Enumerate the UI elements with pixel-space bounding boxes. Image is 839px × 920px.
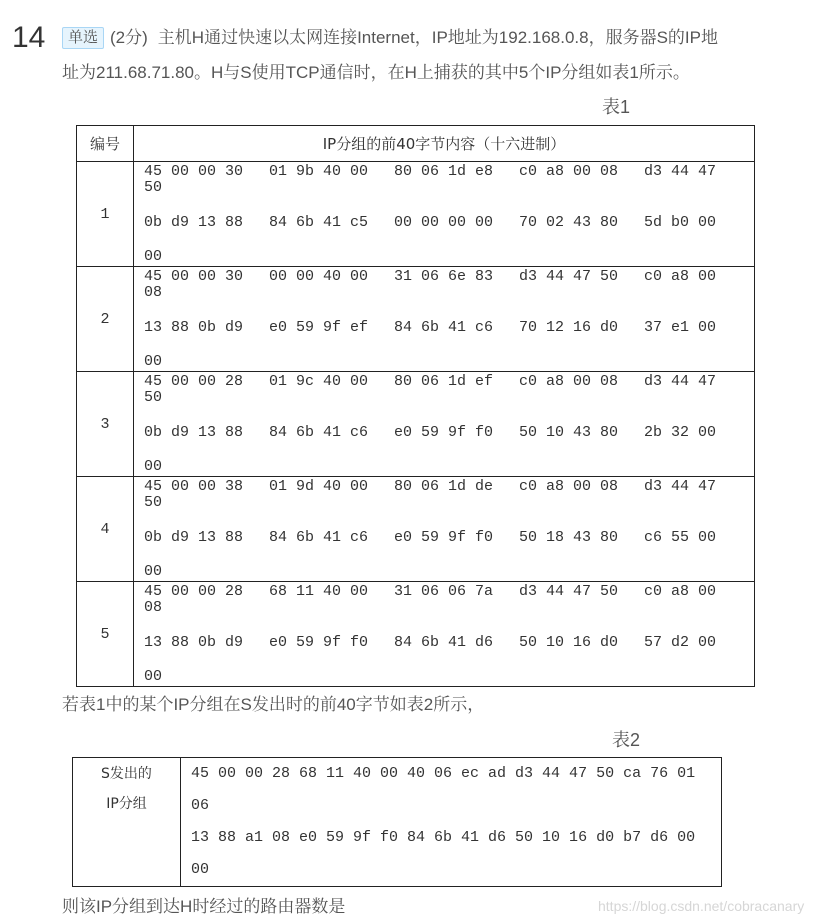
hex-group: d3 44 47 <box>644 478 717 495</box>
hex-group: 70 12 16 d0 <box>519 319 619 336</box>
question-text-line1 <box>62 26 718 50</box>
header-number: 编号 <box>77 126 134 162</box>
row-number: 2 <box>77 267 134 372</box>
hex-group: 45 00 00 28 <box>144 373 244 390</box>
hex-group: c0 a8 00 08 <box>519 373 619 390</box>
hex-group: 70 02 43 80 <box>519 214 619 231</box>
row-content <box>134 162 755 267</box>
hex-group: e0 59 9f f0 <box>394 424 494 441</box>
question-number: 14 <box>12 21 46 54</box>
hex-group: 84 6b 41 c6 <box>269 424 369 441</box>
hex-line: 45 00 00 28 68 11 40 00 40 06 ec ad d3 44 47 50 ca 76 01 <box>191 765 696 782</box>
watermark: https://blog.csdn.net/cobracanary <box>598 898 805 914</box>
row-content <box>134 372 755 477</box>
hex-wrap: 50 <box>144 494 163 511</box>
row-number: 4 <box>77 477 134 582</box>
hex-group: e0 59 9f ef <box>269 319 369 336</box>
table-row <box>77 582 755 687</box>
hex-group: d3 44 47 50 <box>519 583 619 600</box>
hex-wrap: 08 <box>144 284 163 301</box>
hex-group: 50 18 43 80 <box>519 529 619 546</box>
hex-wrap: 00 <box>144 563 163 580</box>
row-number: 3 <box>77 372 134 477</box>
table1-caption: 表1 <box>602 97 631 117</box>
table-row <box>77 267 755 372</box>
hex-group: c0 a8 00 <box>644 268 717 285</box>
hex-wrap: 00 <box>144 248 163 265</box>
hex-group: 50 10 16 d0 <box>519 634 619 651</box>
table2-intro-text: 若表1中的某个IP分组在S发出时的前40字节如表2所示， <box>62 695 485 714</box>
hex-group: e0 59 9f f0 <box>394 529 494 546</box>
hex-group: 01 9d 40 00 <box>269 478 369 495</box>
hex-group: 45 00 00 30 <box>144 163 244 180</box>
row-number: 5 <box>77 582 134 687</box>
hex-group: 80 06 1d e8 <box>394 163 494 180</box>
hex-group: 45 00 00 38 <box>144 478 244 495</box>
hex-group: c0 a8 00 08 <box>519 478 619 495</box>
table-row <box>73 758 722 887</box>
hex-line: 06 <box>191 797 210 814</box>
hex-line: 13 88 a1 08 e0 59 9f f0 84 6b 41 d6 50 10 16 d0 b7 d6 00 <box>191 829 696 846</box>
table-row <box>77 162 755 267</box>
hex-group: 84 6b 41 d6 <box>394 634 494 651</box>
hex-wrap: 00 <box>144 458 163 475</box>
hex-group: c0 a8 00 08 <box>519 163 619 180</box>
hex-group: d3 44 47 <box>644 373 717 390</box>
question-stem-line1: 主机H通过快速以太网连接Internet，IP地址为192.168.0.8，服务器S的IP地 <box>157 28 718 47</box>
table2-hex-content <box>181 758 722 887</box>
table-row <box>77 477 755 582</box>
hex-group: 13 88 0b d9 <box>144 634 244 651</box>
table2-label-line2: IP分组 <box>106 796 147 812</box>
hex-wrap: 50 <box>144 389 163 406</box>
hex-group: 80 06 1d ef <box>394 373 494 390</box>
hex-wrap: 00 <box>144 353 163 370</box>
hex-group: 01 9c 40 00 <box>269 373 369 390</box>
table2-label-line1: S发出的 <box>101 766 152 782</box>
hex-group: 00 00 00 00 <box>394 214 494 231</box>
row-content <box>134 582 755 687</box>
table1-header-row <box>77 126 755 162</box>
hex-group: 84 6b 41 c5 <box>269 214 369 231</box>
hex-group: 01 9b 40 00 <box>269 163 369 180</box>
hex-group: 37 e1 00 <box>644 319 717 336</box>
hex-group: 45 00 00 30 <box>144 268 244 285</box>
hex-group: 5d b0 00 <box>644 214 717 231</box>
hex-group: 84 6b 41 c6 <box>394 319 494 336</box>
question-score: (2分) <box>110 28 148 47</box>
hex-group: 84 6b 41 c6 <box>269 529 369 546</box>
hex-group: c6 55 00 <box>644 529 717 546</box>
hex-group: 31 06 6e 83 <box>394 268 494 285</box>
hex-group: 68 11 40 00 <box>269 583 369 600</box>
hex-group: 57 d2 00 <box>644 634 717 651</box>
hex-group: 2b 32 00 <box>644 424 717 441</box>
hex-group: 50 10 43 80 <box>519 424 619 441</box>
header-content: IP分组的前40字节内容（十六进制） <box>134 126 755 162</box>
table2 <box>72 757 722 887</box>
row-content <box>134 477 755 582</box>
hex-wrap: 00 <box>144 668 163 685</box>
hex-group: 00 00 40 00 <box>269 268 369 285</box>
hex-group: 0b d9 13 88 <box>144 214 244 231</box>
hex-group: 31 06 06 7a <box>394 583 494 600</box>
hex-line: 00 <box>191 861 210 878</box>
hex-wrap: 08 <box>144 599 163 616</box>
hex-group: d3 44 47 50 <box>519 268 619 285</box>
hex-wrap: 50 <box>144 179 163 196</box>
hex-group: e0 59 9f f0 <box>269 634 369 651</box>
table2-label <box>73 758 181 887</box>
question-final-prompt: 则该IP分组到达H时经过的路由器数是 <box>62 897 346 916</box>
hex-group: d3 44 47 <box>644 163 717 180</box>
table2-caption: 表2 <box>612 730 641 750</box>
hex-group: 13 88 0b d9 <box>144 319 244 336</box>
question-stem-line2: 址为211.68.71.80。H与S使用TCP通信时，在H上捕获的其中5个IP分组如表1所示。 <box>62 63 690 82</box>
row-content <box>134 267 755 372</box>
table-row <box>77 372 755 477</box>
table1 <box>76 125 755 687</box>
hex-group: c0 a8 00 <box>644 583 717 600</box>
hex-group: 0b d9 13 88 <box>144 424 244 441</box>
row-number: 1 <box>77 162 134 267</box>
question-type-badge: 单选 <box>62 27 104 49</box>
hex-group: 0b d9 13 88 <box>144 529 244 546</box>
hex-group: 45 00 00 28 <box>144 583 244 600</box>
hex-group: 80 06 1d de <box>394 478 494 495</box>
